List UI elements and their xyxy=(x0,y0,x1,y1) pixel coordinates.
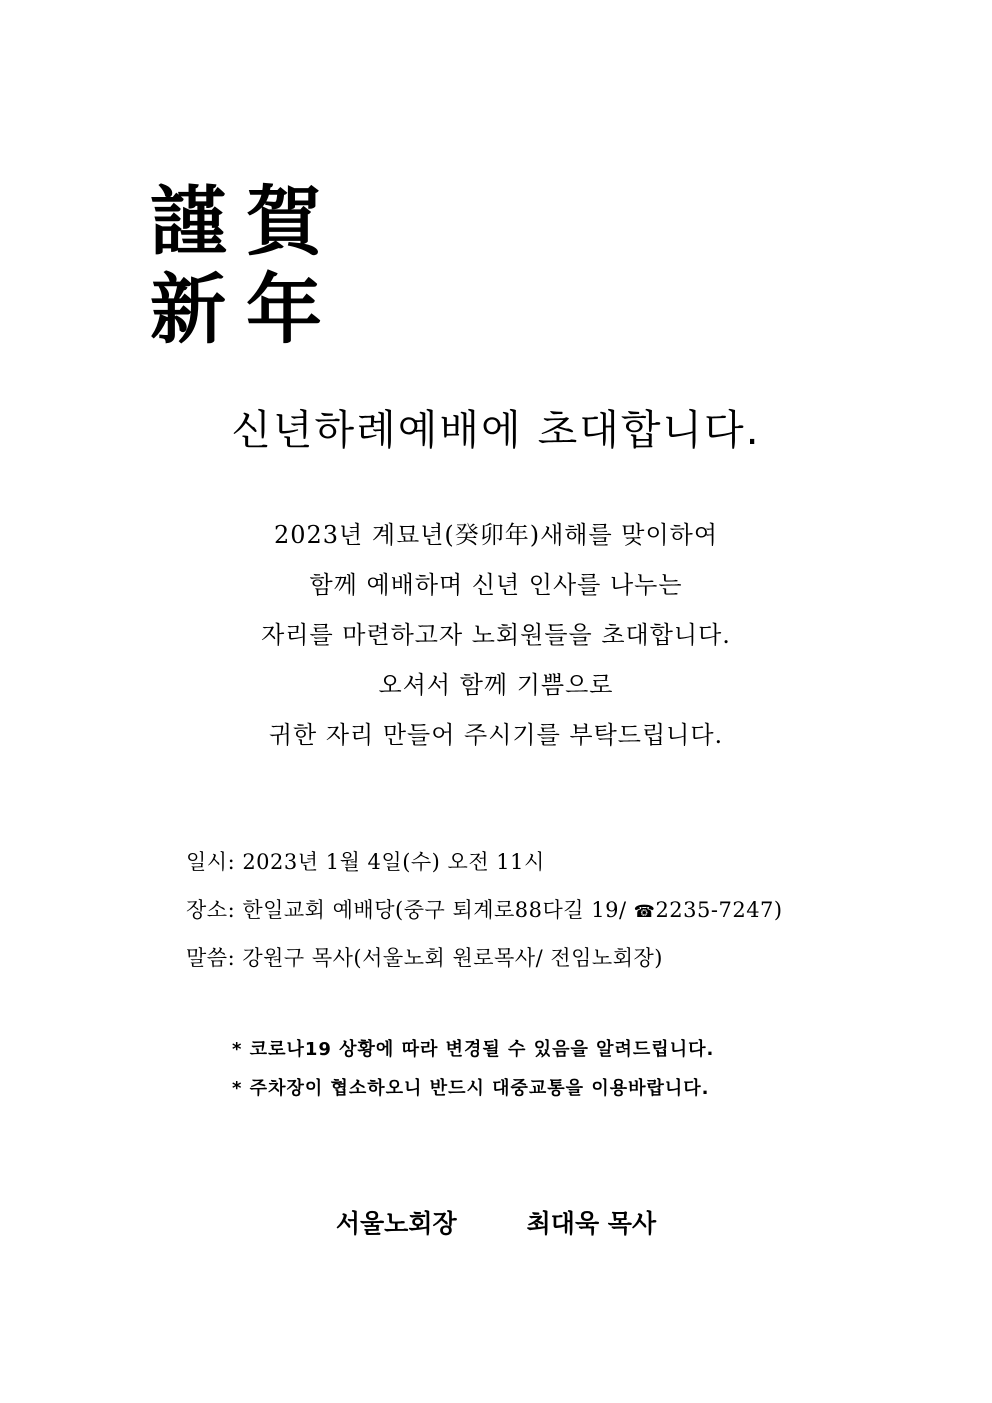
seal-row-2 xyxy=(150,266,350,354)
seal-row-1 xyxy=(150,178,350,266)
event-place-address: 장소: 한일교회 예배당(중구 퇴계로88다길 19/ xyxy=(186,898,634,922)
event-speaker: 말씀: 강원구 목사(서울노회 원로목사/ 전임노회장) xyxy=(186,946,663,970)
notice-item: * 주차장이 협소하오니 반드시 대중교통을 이용바랍니다. xyxy=(232,1078,710,1099)
message-line: 귀한 자리 만들어 주시기를 부탁드립니다. xyxy=(268,721,724,749)
invitation-headline: 신년하례예배에 초대합니다. xyxy=(231,406,761,454)
message-line: 2023년 계묘년(癸卯年)새해를 맞이하여 xyxy=(273,521,719,549)
signature-name: 최대욱 목사 xyxy=(526,1209,657,1238)
invitation-message xyxy=(0,510,992,760)
event-place-phone: 2235-7247) xyxy=(655,898,783,922)
seal-char-geun: 謹 xyxy=(150,177,226,266)
event-place xyxy=(186,886,906,934)
event-date: 일시: 2023년 1월 4일(수) 오전 11시 xyxy=(186,850,545,874)
phone-icon: ☎ xyxy=(633,902,656,922)
seal-char-nyeon: 年 xyxy=(246,265,322,354)
notices xyxy=(232,1030,872,1108)
signature xyxy=(0,1200,992,1248)
message-line: 함께 예배하며 신년 인사를 나누는 xyxy=(309,571,683,599)
seal-char-sin: 新 xyxy=(150,265,226,354)
message-line: 오셔서 함께 기쁨으로 xyxy=(378,671,614,699)
greeting-seal xyxy=(150,178,350,354)
message-line: 자리를 마련하고자 노회원들을 초대합니다. xyxy=(261,621,731,649)
notice-item: * 코로나19 상황에 따라 변경될 수 있음을 알려드립니다. xyxy=(232,1039,715,1060)
event-details xyxy=(186,838,906,982)
seal-char-ha: 賀 xyxy=(246,177,322,266)
signature-title: 서울노회장 xyxy=(335,1209,457,1238)
